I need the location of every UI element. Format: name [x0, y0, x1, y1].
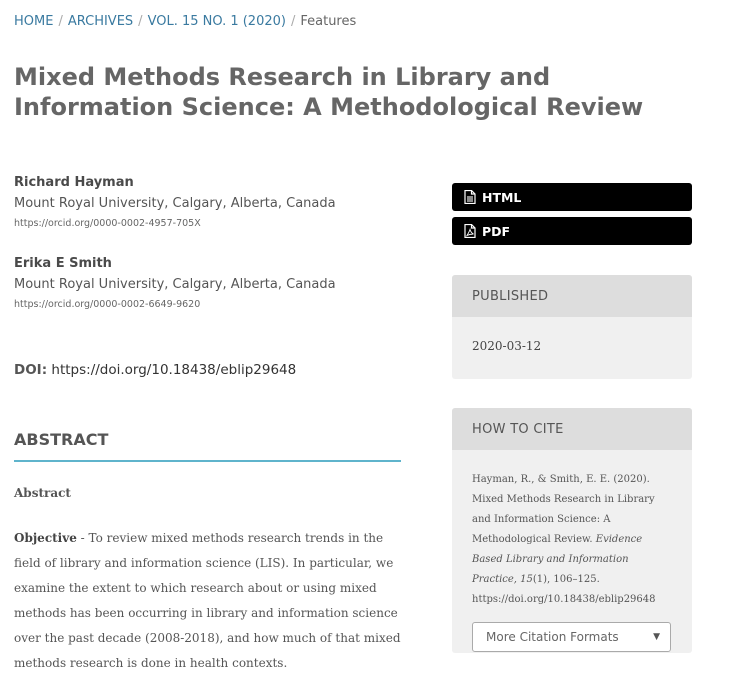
- abstract-objective-text: - To review mixed methods research trends in the field of library and information science (LIS). In particular, we examine the extent to which research about or using mixed methods has been occurring in library and information science over the past decade (2008-2018), and how much of that mixed methods research is done in health contexts.: [14, 531, 401, 670]
- author-orcid-link[interactable]: https://orcid.org/0000-0002-4957-705X: [14, 218, 201, 229]
- how-to-cite-heading: HOW TO CITE: [452, 408, 692, 450]
- breadcrumb-home-link[interactable]: HOME: [14, 14, 54, 29]
- abstract-objective-label: Objective: [14, 531, 77, 545]
- citation-text-part: (1), 106–125. https://doi.org/10.18438/eblip29648: [472, 574, 656, 605]
- published-panel: [452, 275, 692, 379]
- breadcrumb-issue-link[interactable]: VOL. 15 NO. 1 (2020): [147, 14, 286, 29]
- breadcrumb-separator: /: [290, 14, 296, 29]
- more-citation-formats-button[interactable]: [472, 622, 671, 652]
- author-affiliation: Mount Royal University, Calgary, Alberta, Canada: [14, 277, 336, 292]
- file-text-icon: [464, 190, 476, 204]
- caret-down-icon: ▼: [653, 632, 660, 642]
- citation-journal: Evidence Based Library and Information Practice, 15: [472, 534, 643, 585]
- doi-label: DOI:: [14, 362, 48, 378]
- breadcrumb-separator: /: [58, 14, 63, 29]
- author-orcid-link[interactable]: https://orcid.org/0000-0002-6649-9620: [14, 299, 201, 310]
- abstract-subheading: Abstract: [14, 486, 71, 500]
- more-citation-formats-label: More Citation Formats: [486, 630, 619, 644]
- how-to-cite-panel: [452, 408, 692, 653]
- abstract-divider: [14, 460, 401, 462]
- breadcrumb-archives-link[interactable]: ARCHIVES: [67, 14, 134, 29]
- published-heading: PUBLISHED: [452, 275, 692, 317]
- citation-text: [452, 450, 692, 610]
- abstract-heading: ABSTRACT: [14, 430, 109, 449]
- doi-link[interactable]: https://doi.org/10.18438/eblip29648: [51, 362, 297, 378]
- published-date: 2020-03-12: [472, 339, 542, 353]
- author-name: Richard Hayman: [14, 175, 134, 190]
- pdf-galley-label: PDF: [482, 223, 511, 239]
- file-pdf-icon: [464, 224, 476, 238]
- page-title: Mixed Methods Research in Library and Information Science: A Methodological Review: [14, 63, 644, 121]
- doi: [14, 362, 296, 378]
- citation-text-part: Hayman, R., & Smith, E. E. (2020). Mixed Methods Research in Library and Information Science: A Methodological Review.: [472, 474, 655, 545]
- breadcrumb-current: Features: [300, 14, 357, 29]
- breadcrumb-separator: /: [138, 14, 143, 29]
- pdf-galley-button[interactable]: [452, 217, 692, 245]
- html-galley-button[interactable]: [452, 183, 692, 211]
- abstract-body: [14, 526, 404, 676]
- author-name: Erika E Smith: [14, 256, 112, 271]
- author-affiliation: Mount Royal University, Calgary, Alberta, Canada: [14, 196, 336, 211]
- html-galley-label: HTML: [482, 189, 522, 205]
- breadcrumb: [14, 14, 356, 30]
